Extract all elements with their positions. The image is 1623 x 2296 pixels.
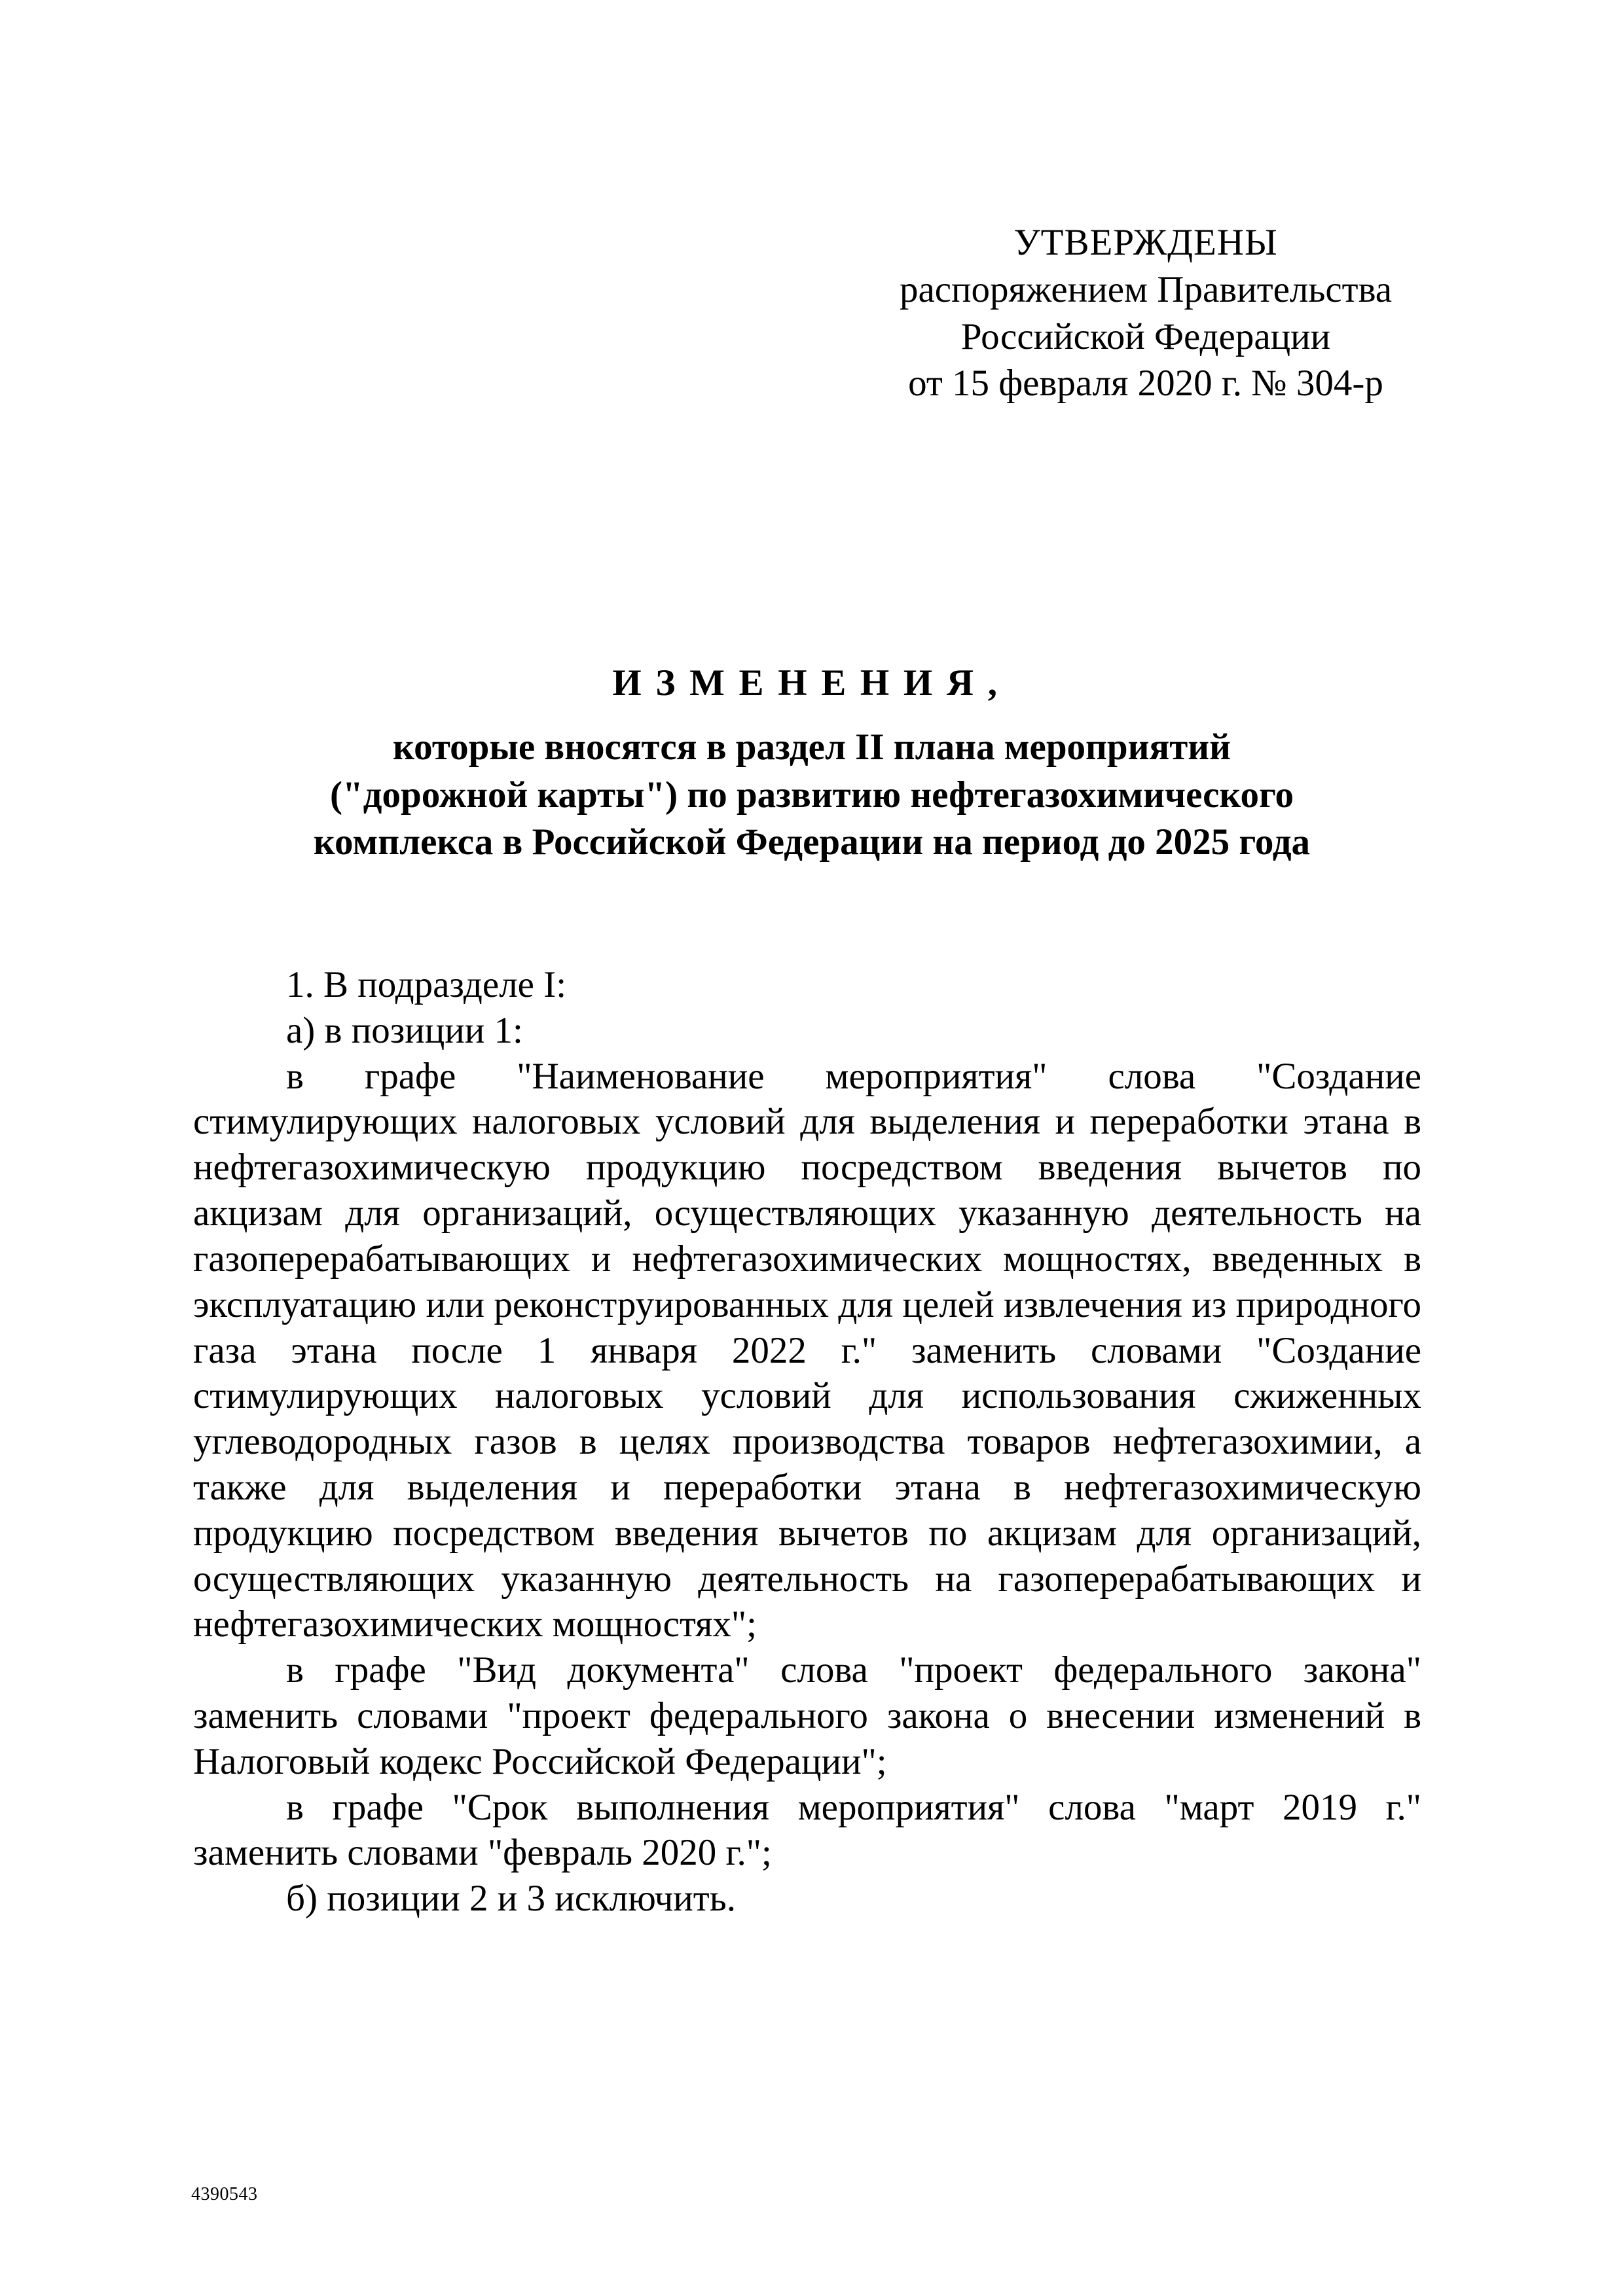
approval-block — [877, 219, 1414, 407]
item-a: а) в позиции 1: — [286, 1009, 523, 1051]
document-subheading-line: которые вносятся в раздел II плана мероприятий — [393, 726, 1231, 768]
document-code: 4390543 — [191, 2184, 258, 2204]
title-block — [193, 661, 1431, 867]
approval-authority: распоряжением Правительства — [899, 268, 1393, 310]
approval-date-number: от 15 февраля 2020 г. № 304-р — [908, 363, 1383, 404]
document-subheading-line: ("дорожной карты") по развитию нефтегазохимического — [330, 774, 1294, 816]
body-paragraph: в графе "Наименование мероприятия" слова "Создание стимулирующих налоговых условий для выделения и переработки этана в нефтегазохимическую продукцию посредством введения вычетов по акцизам для организаций, осуществляющих указанную деятельность на газоперерабатывающих и нефтегазохимических мощностях, введенных в эксплуатацию или реконструированных для целей извлечения из природного газа этана после 1 января 2022 г." заменить словами "Создание стимулирующих налоговых условий для использования сжиженных углеводородных газов в целях производства товаров нефтегазохимии, а также для выделения и переработки этана в нефтегазохимическую продукцию посредством введения вычетов по акцизам для организаций, осуществляющих указанную деятельность на газоперерабатывающих и нефтегазохимических мощностях"; — [193, 1055, 1421, 1645]
approval-country: Российской Федерации — [960, 315, 1331, 357]
section-heading: 1. В подразделе I: — [286, 964, 567, 1005]
body-paragraph: в графе "Вид документа" слова "проект федерального закона" заменить словами "проект федерального закона о внесении изменений в Налоговый кодекс Российской Федерации"; — [193, 1649, 1421, 1782]
document-body — [193, 962, 1421, 1922]
document-subheading-line: комплекса в Российской Федерации на период до 2025 года — [313, 821, 1311, 863]
approved-label: УТВЕРЖДЕНЫ — [1013, 222, 1278, 263]
item-b: б) позиции 2 и 3 исключить. — [286, 1878, 736, 1920]
document-heading: ИЗМЕНЕНИЯ, — [612, 662, 1012, 704]
body-paragraph: в графе "Срок выполнения мероприятия" слова "март 2019 г." заменить словами "февраль 2020 г."; — [193, 1786, 1421, 1874]
